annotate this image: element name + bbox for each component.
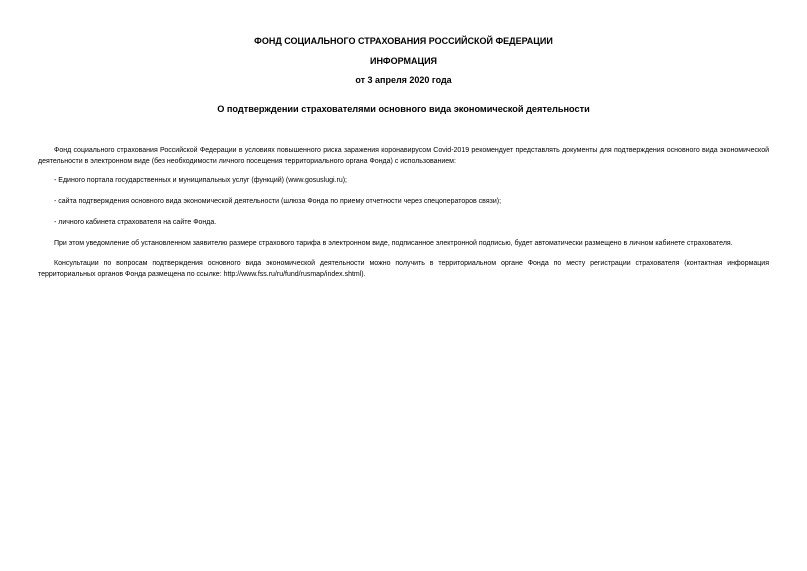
paragraph-consultation xyxy=(38,258,769,280)
organization-title: ФОНД СОЦИАЛЬНОГО СТРАХОВАНИЯ РОССИЙСКОЙ ФЕДЕРАЦИИ xyxy=(254,36,553,46)
paragraph-text: При этом уведомление об установленном заявителю размере страхового тарифа в электронном виде, подписанное электронной подписью, будет автоматически размещено в личном кабинете страхователя. xyxy=(54,240,733,247)
list-item-okved-site xyxy=(38,196,769,207)
document-date: от 3 апреля 2020 года xyxy=(355,75,452,85)
paragraph-text: - сайта подтверждения основного вида экономической деятельности (шлюза Фонда по приему отчетности через спецоператоров связи); xyxy=(54,198,502,205)
paragraph-text: - Единого портала государственных и муниципальных услуг (функций) (www.gosuslugi.ru); xyxy=(54,177,348,184)
paragraph-text: - личного кабинета страхователя на сайте Фонда. xyxy=(54,219,217,226)
document-type: ИНФОРМАЦИЯ xyxy=(369,56,438,66)
paragraph-notification xyxy=(38,238,769,249)
document-subject: О подтверждении страхователями основного вида экономической деятельности xyxy=(217,104,590,114)
paragraph-intro xyxy=(38,145,769,167)
paragraph-text: Консультации по вопросам подтверждения основного вида экономической деятельности можно получить в территориальном органе Фонда по месту регистрации страхователя (контактная информация территориальных органов Фонда размещена по ссылке: http://www.fss.ru/ru/fund/rusmap/index.shtml). xyxy=(38,260,769,278)
list-item-personal-account xyxy=(38,217,769,228)
list-item-gosuslugi xyxy=(38,175,769,186)
paragraph-text: Фонд социального страхования Российской Федерации в условиях повышенного риска заражения коронавирусом Covid-2019 рекомендует представлять документы для подтверждения основного вида экономической деятельности в электронном виде (без необходимости личного посещения территориального органа Фонда) с использованием: xyxy=(38,147,769,165)
